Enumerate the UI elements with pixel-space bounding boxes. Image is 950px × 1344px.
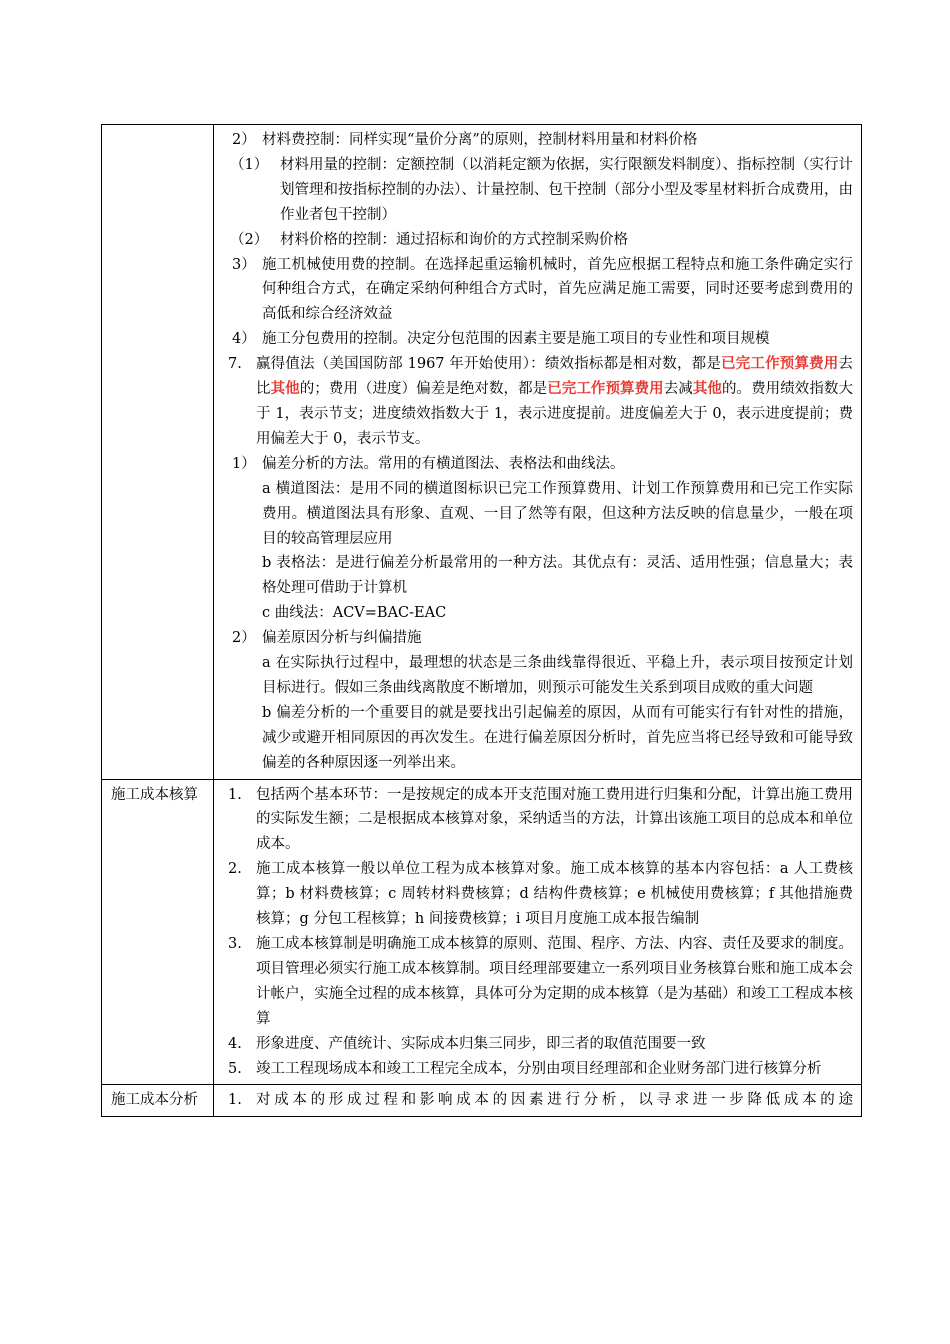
list-item-text: c 曲线法：ACV=BAC-EAC (262, 605, 447, 622)
list-item (222, 327, 853, 352)
text-segment: 的。费用绩效指数大于 1，表示节支；进度绩效指数大于 1，表示进度提前。进度偏差大于 0，表示进度提前；费用偏差大于 0，表示节支。 (256, 381, 853, 447)
list-marker: 1. (228, 1092, 242, 1109)
list-item-text: 偏差分析的方法。常用的有横道图法、表格法和曲线法。 (262, 455, 625, 472)
table-row (102, 125, 862, 780)
list-marker: 1. (228, 786, 242, 803)
list-item-earned-value (222, 352, 853, 452)
list-item (222, 253, 853, 328)
list-item (222, 1088, 853, 1113)
list-item (222, 626, 853, 651)
list-item (222, 477, 853, 552)
row-label-cell (102, 125, 214, 780)
row-content-cell (214, 125, 862, 780)
list-item (222, 857, 853, 932)
highlight-text: 其他 (270, 380, 300, 398)
list-item (222, 601, 853, 626)
highlight-text: 其他 (692, 380, 722, 398)
list-marker: 3） (232, 256, 256, 273)
list-marker: 2） (232, 132, 256, 148)
list-item-text: 材料价格的控制：通过招标和询价的方式控制采购价格 (280, 231, 628, 248)
list-item-text: 施工分包费用的控制。决定分包范围的因素主要是施工项目的专业性和项目规模 (262, 331, 770, 348)
list-item (222, 701, 853, 776)
row-label-cell (102, 1085, 214, 1117)
list-item (222, 551, 853, 601)
list-item (222, 128, 853, 153)
text-segment: 去减 (663, 381, 693, 398)
text-segment: 赢得值法（美国国防部 1967 年开始使用）：绩效指标都是相对数，都是 (256, 356, 722, 373)
list-item-text: 施工成本核算制是明确施工成本核算的原则、范围、程序、方法、内容、责任及要求的制度。项目管理必须实行施工成本核算制。项目经理部要建立一系列项目业务核算台账和施工成本会计帐户，实施全过程的成本核算，具体可分为定期的成本核算（是为基础）和竣工工程成本核算 (256, 936, 853, 1027)
list-marker: 5. (228, 1060, 242, 1077)
list-item-text: a 在实际执行过程中，最理想的状态是三条曲线靠得很近、平稳上升，表示项目按预定计划目标进行。假如三条曲线离散度不断增加，则预示可能发生关系到项目成败的重大问题 (262, 655, 853, 696)
list-item-text: 竣工工程现场成本和竣工工程完全成本，分别由项目经理部和企业财务部门进行核算分析 (256, 1060, 822, 1077)
text-segment: 的；费用（进度）偏差是绝对数，都是 (299, 381, 548, 398)
row-content-cell (214, 779, 862, 1085)
list-item-text: 施工机械使用费的控制。在选择起重运输机械时，首先应根据工程特点和施工条件确定实行何种组合方式，在确定采纳何种组合方式时，首先应满足施工需要，同时还要考虑到费用的高低和综合经济效益 (262, 256, 853, 323)
list-item (222, 932, 853, 1032)
highlight-text: 已完工作预算费用 (721, 355, 839, 373)
row-content-cell (214, 1085, 862, 1117)
list-item-text: 材料用量的控制：定额控制（以消耗定额为依据，实行限额发料制度）、指标控制（实行计划管理和按指标控制的办法）、计量控制、包干控制（部分小型及零星材料折合成费用，由作业者包干控制） (280, 156, 853, 223)
list-item-text: 材料费控制：同样实现“量价分离”的原则，控制材料用量和材料价格 (262, 132, 698, 148)
list-item-text: 偏差原因分析与纠偏措施 (262, 630, 422, 647)
list-item (222, 783, 853, 858)
list-item-text: 施工成本核算一般以单位工程为成本核算对象。施工成本核算的基本内容包括：a 人工费核算；b 材料费核算；c 周转材料费核算；d 结构件费核算；e 机械使用费核算；f 其他措施费核算；g 分包工程核算；h 间接费核算；i 项目月度施工成本报告编制 (256, 861, 853, 928)
highlight-text: 已完工作预算费用 (547, 380, 664, 398)
list-item (222, 452, 853, 477)
list-marker: 2） (232, 630, 256, 647)
list-marker: 4. (228, 1035, 242, 1052)
list-item-text: 对成本的形成过程和影响成本的因素进行分析，以寻求进一步降低成本的途 (256, 1092, 853, 1109)
list-marker: 3. (228, 936, 242, 952)
list-item-text: b 偏差分析的一个重要目的就是要找出引起偏差的原因，从而有可能实行有针对性的措施，减少或避开相同原因的再次发生。在进行偏差原因分析时，首先应当将已经导致和可能导致偏差的各种原因逐一列举出来。 (262, 704, 853, 771)
list-item (222, 1057, 853, 1082)
list-item (222, 228, 853, 253)
list-item (222, 153, 853, 228)
list-marker: 4） (232, 331, 256, 348)
cost-management-table (101, 124, 862, 1117)
list-marker: （1） (230, 156, 269, 173)
list-item (222, 1032, 853, 1057)
list-item (222, 651, 853, 701)
list-item-text: a 横道图法：是用不同的横道图标识已完工作预算费用、计划工作预算费用和已完工作实际费用。横道图法具有形象、直观、一目了然等有限，但这种方法反映的信息量少，一般在项目的较高管理层应用 (262, 480, 853, 547)
list-item-text: b 表格法：是进行偏差分析最常用的一种方法。其优点有：灵活、适用性强；信息量大；表格处理可借助于计算机 (262, 555, 853, 597)
list-marker: （2） (230, 231, 269, 248)
list-item-text: 包括两个基本环节：一是按规定的成本开支范围对施工费用进行归集和分配，计算出施工费用的实际发生额；二是根据成本核算对象，采纳适当的方法，计算出该施工项目的总成本和单位成本。 (256, 786, 853, 853)
table-row (102, 779, 862, 1085)
list-item-text: 形象进度、产值统计、实际成本归集三同步，即三者的取值范围要一致 (256, 1035, 706, 1052)
list-marker: 7. (228, 356, 242, 373)
row-label-cell (102, 779, 214, 1085)
table-row (102, 1085, 862, 1117)
list-marker: 2. (228, 861, 242, 878)
text-segment: 去比 (256, 356, 853, 398)
list-marker: 1） (232, 455, 256, 472)
row-label: 施工成本分析 (111, 1092, 198, 1109)
row-label: 施工成本核算 (111, 786, 198, 803)
